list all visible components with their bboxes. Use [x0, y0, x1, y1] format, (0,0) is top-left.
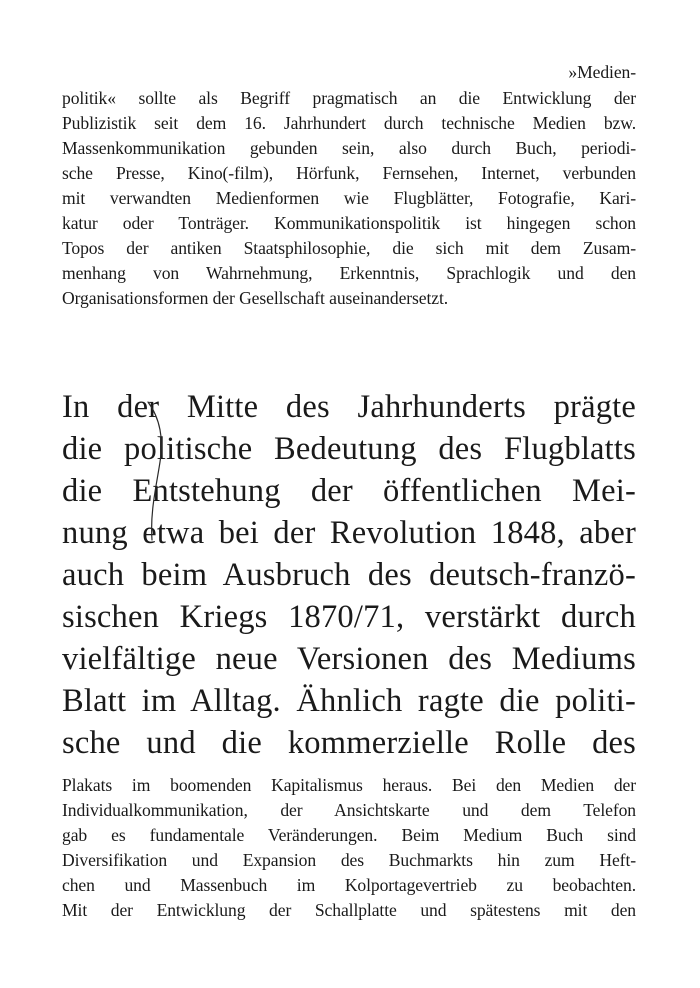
pull-quote-line: auch beim Ausbruch des deutsch-franzö-	[62, 557, 636, 593]
pull-quote-line: die politische Bedeutung des Flugblatts	[62, 431, 636, 467]
pull-quote-line: In der Mitte des Jahrhunderts prägte	[62, 389, 636, 425]
pull-quote-line: sche und die kommerzielle Rolle des	[62, 725, 636, 761]
text-line: menhang von Wahrnehmung, Erkenntnis, Sprachlogik und den	[62, 263, 636, 283]
pull-quote-line: die Entstehung der öffentlichen Mei-	[62, 473, 636, 509]
text-line: Diversifikation und Expansion des Buchmarkts hin zum Heft-	[62, 850, 636, 870]
text-line: katur oder Tonträger. Kommunikationspolitik ist hingegen schon	[62, 213, 636, 233]
pull-quote-line: nung etwa bei der Revolution 1848, aber	[62, 515, 636, 551]
text-line: sche Presse, Kino(-film), Hörfunk, Fernsehen, Internet, verbunden	[62, 163, 636, 183]
text-line: Massenkommunikation gebunden sein, also durch Buch, periodi-	[62, 138, 636, 158]
text-line: Plakats im boomenden Kapitalismus heraus. Bei den Medien der	[62, 775, 636, 795]
pull-quote-line: sischen Kriegs 1870/71, verstärkt durch	[62, 599, 636, 635]
text-line: Mit der Entwicklung der Schallplatte und spätestens mit den	[62, 900, 636, 920]
pull-quote-line: vielfältige neue Versionen des Mediums	[62, 641, 636, 677]
text-line: Topos der antiken Staatsphilosophie, die sich mit dem Zusam-	[62, 238, 636, 258]
pull-quote-line: Blatt im Alltag. Ähnlich ragte die politi-	[62, 683, 636, 719]
text-line: Publizistik seit dem 16. Jahrhundert durch technische Medien bzw.	[62, 113, 636, 133]
text-line: Individualkommunikation, der Ansichtskarte und dem Telefon	[62, 800, 636, 820]
text-line: politik« sollte als Begriff pragmatisch an die Entwicklung der	[62, 88, 636, 108]
text-line: »Medien-	[568, 62, 636, 82]
text-line: gab es fundamentale Veränderungen. Beim Medium Buch sind	[62, 825, 636, 845]
text-line: chen und Massenbuch im Kolportagevertrieb zu beobachten.	[62, 875, 636, 895]
text-line: mit verwandten Medienformen wie Flugblätter, Fotografie, Kari-	[62, 188, 636, 208]
text-line: Organisationsformen der Gesellschaft auseinandersetzt.	[62, 288, 449, 308]
